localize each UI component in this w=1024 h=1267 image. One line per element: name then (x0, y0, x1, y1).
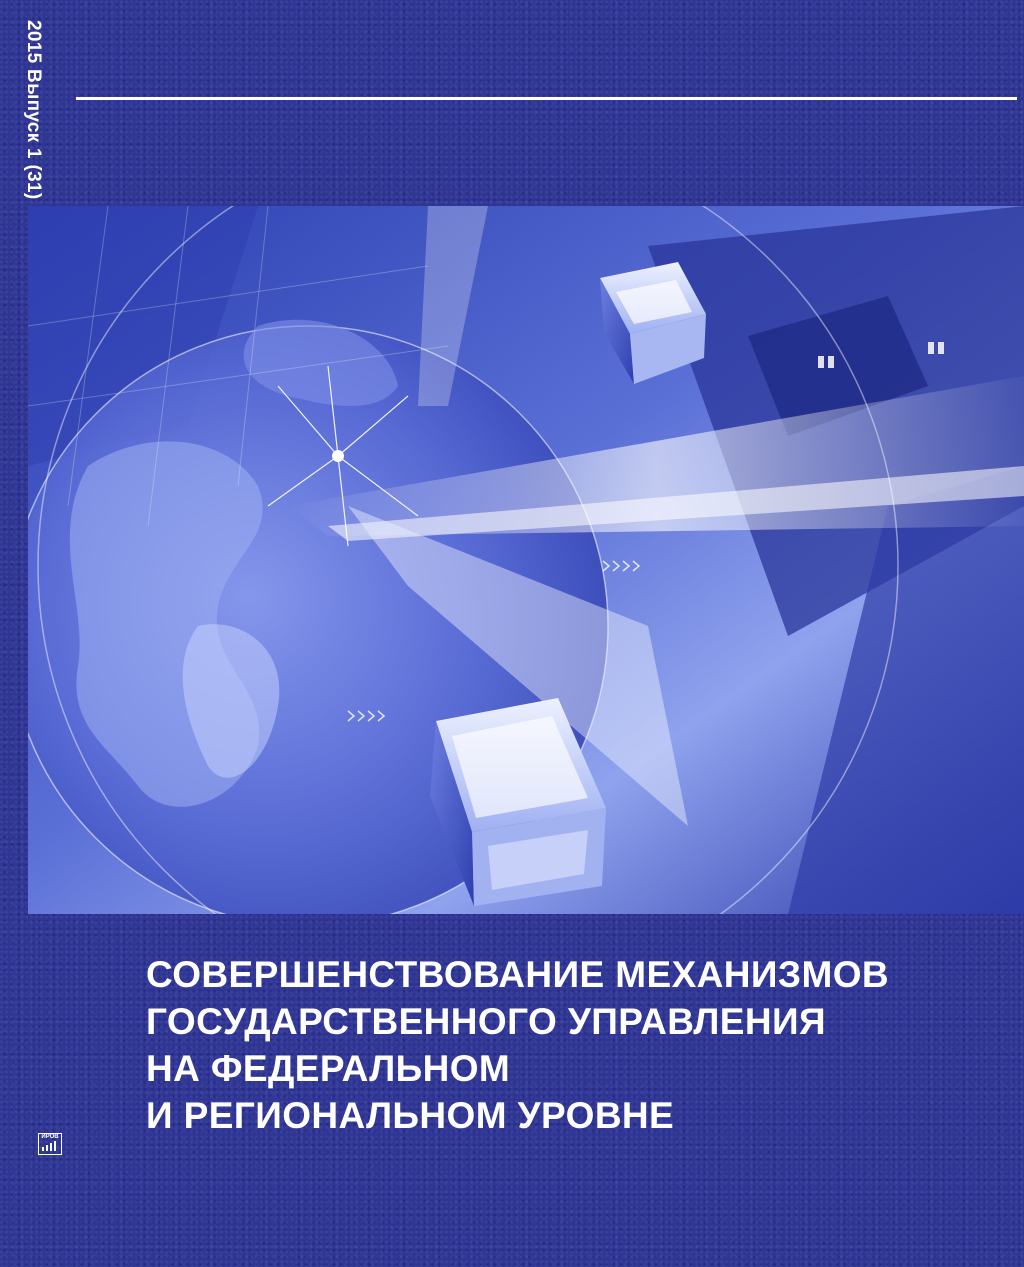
title-line: ГОСУДАРСТВЕННОГО УПРАВЛЕНИЯ (146, 1001, 826, 1042)
top-divider (76, 97, 1017, 100)
publisher-logo-icon: ИРОВ (38, 1133, 62, 1155)
title-line: НА ФЕДЕРАЛЬНОМ (146, 1048, 511, 1089)
title-line: СОВЕРШЕНСТВОВАНИЕ МЕХАНИЗМОВ (146, 954, 889, 995)
cover-illustration (28, 206, 1024, 914)
title-line: И РЕГИОНАЛЬНОМ УРОВНЕ (146, 1095, 675, 1136)
issue-label: 2015 Выпуск 1 (31) (23, 20, 44, 200)
cover-title (146, 951, 996, 1139)
